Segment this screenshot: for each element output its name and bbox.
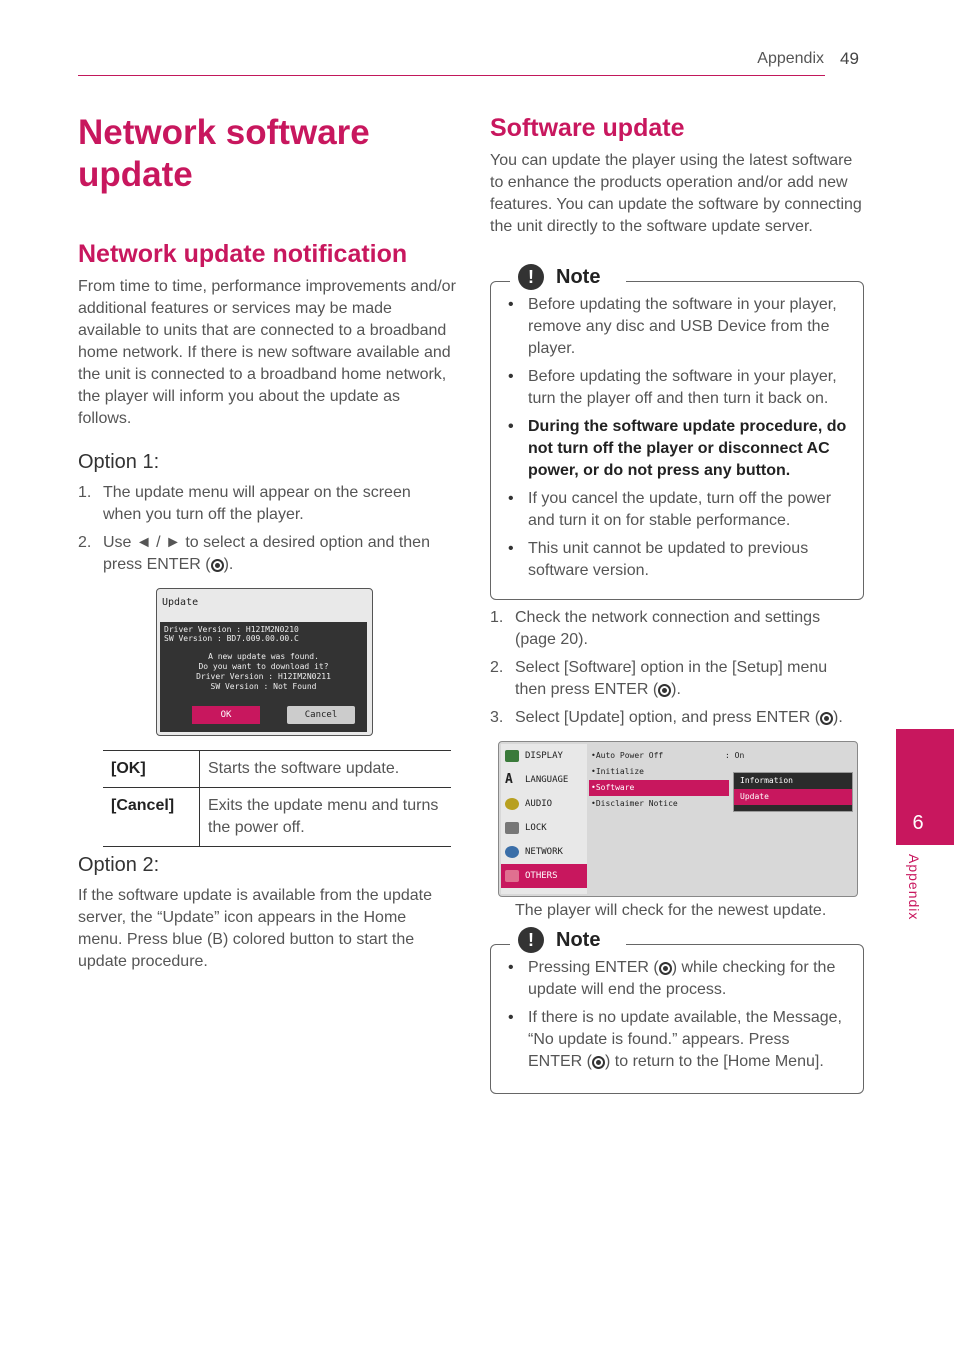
list-item: • If you cancel the update, turn off the power and turn it on for stable performance. [508,490,832,529]
dialog-message: Do you want to download it? [198,662,329,671]
network-icon [505,846,519,858]
setup-item-display[interactable]: DISPLAY [501,744,587,768]
dialog-driver-version: Driver Version : H12IM2N0210 [164,625,299,634]
audio-icon [505,798,519,810]
step-number: 3. [490,709,504,726]
option2-title: Option 2: [78,854,160,876]
list-item: • Before updating the software in your player, remove any disc and USB Device from the player. [508,296,837,357]
step-number: 1. [490,609,504,626]
table-value: Exits the update menu and turns the power off. [200,788,452,847]
table-key: [OK] [103,751,200,788]
auto-power-value: : On [725,751,745,760]
dialog-message: SW Version : Not Found [210,682,317,691]
option1-steps [78,482,450,582]
lock-icon [505,822,519,834]
list-item [78,532,450,576]
language-icon: A [505,772,513,787]
section-title-software-update: Software update [490,114,685,142]
page-number: 49 [840,49,859,68]
step-number: 2. [490,659,504,676]
chapter-number: 6 [912,812,924,834]
note-heading [510,927,626,953]
software-popup [733,772,853,812]
dialog-ok-button[interactable]: OK [192,706,260,724]
enter-icon [592,1056,605,1069]
note-list [508,294,848,588]
dialog-body [160,622,367,732]
list-item: • Pressing ENTER ( ) while checking for the update will end the process. [508,959,836,998]
dialog-message: A new update was found. [208,652,319,661]
setup-item-network[interactable]: NETWORK [501,840,587,864]
setup-item-audio[interactable]: AUDIO [501,792,587,816]
step-text: Use ◄ / ► to select a desired option and then press ENTER ( ). [103,534,430,573]
note-title: Note [556,265,601,288]
check-text: The player will check for the newest update. [515,902,827,919]
list-item [490,607,862,651]
setup-category-list [501,744,587,894]
step-number: 2. [78,534,92,551]
table-row [103,788,451,847]
option-auto-power-off[interactable]: •Auto Power Off : On [589,748,849,764]
enter-icon [211,559,224,572]
step-number: 1. [78,484,92,501]
setup-menu-screenshot [498,741,858,897]
table-row [103,751,451,788]
step-text: The update menu will appear on the screen when you turn off the player. [103,484,411,523]
popup-update[interactable]: Update [734,789,852,805]
list-item: • If there is no update available, the Message, “No update is found.” appears. Press ENTER ( ) to return to the [Home Menu]. [508,1009,842,1070]
list-item [490,657,862,701]
update-dialog-screenshot [156,588,373,736]
chapter-side-label: Appendix [906,854,922,921]
page-title: Network software update [78,113,370,194]
table-value: Starts the software update. [200,751,452,788]
running-header-section: Appendix [757,50,824,67]
header-rule [78,75,825,76]
notification-intro: From time to time, performance improvements and/or additional features or services may be made available to units that are connected to a broadband home network. If there is new software available and the unit is connected to a broadband home network, the player will inform you about the update as follows. [78,278,456,427]
dialog-sw-version: SW Version : BD7.009.00.00.C [164,634,299,643]
enter-icon [658,684,671,697]
note-list [508,957,848,1079]
table-key: [Cancel] [103,788,200,847]
setup-item-lock[interactable]: LOCK [501,816,587,840]
exclamation-icon: ! [518,927,544,953]
list-item: • This unit cannot be updated to previous software version. [508,540,809,579]
enter-icon [659,962,672,975]
section-title-notification: Network update notification [78,240,408,268]
dialog-title: Update [162,597,199,608]
enter-icon [820,712,833,725]
exclamation-icon: ! [518,264,544,290]
software-update-intro: You can update the player using the latest software to enhance the products operation and/or add new features. You can update the software by connecting the unit directly to the software update server. [490,152,862,235]
list-item: • Before updating the software in your player, turn the player off and then turn it back on. [508,368,837,407]
software-update-steps [490,607,862,735]
popup-information[interactable]: Information [740,776,793,785]
option-initialize[interactable]: •Initialize [591,767,644,776]
option-disclaimer[interactable]: •Disclaimer Notice [591,799,678,808]
list-item: • During the software update procedure, do not turn off the player or disconnect AC power, or do not press any button. [508,418,847,479]
setup-item-language[interactable]: A LANGUAGE [505,772,569,787]
step-text: Select [Update] option, and press ENTER ( ). [515,709,843,726]
dialog-cancel-button[interactable]: Cancel [287,706,355,724]
note-title: Note [556,928,601,951]
option1-table [103,750,451,847]
list-item [490,707,862,729]
note-heading [510,264,626,290]
list-item [78,482,450,526]
step-text: Check the network connection and settings (page 20). [515,609,821,648]
option-software[interactable]: •Software [589,780,729,796]
display-icon [505,750,519,762]
option1-title: Option 1: [78,451,160,473]
dialog-message: Driver Version : H12IM2N0211 [196,672,331,681]
others-icon [505,870,519,882]
step-text: Select [Software] option in the [Setup] menu then press ENTER ( ). [515,659,828,698]
setup-item-others[interactable]: OTHERS [501,864,587,888]
option2-text: If the software update is available from the update server, the “Update” icon appears in the Home menu. Press blue (B) colored button to start the update procedure. [78,887,432,970]
